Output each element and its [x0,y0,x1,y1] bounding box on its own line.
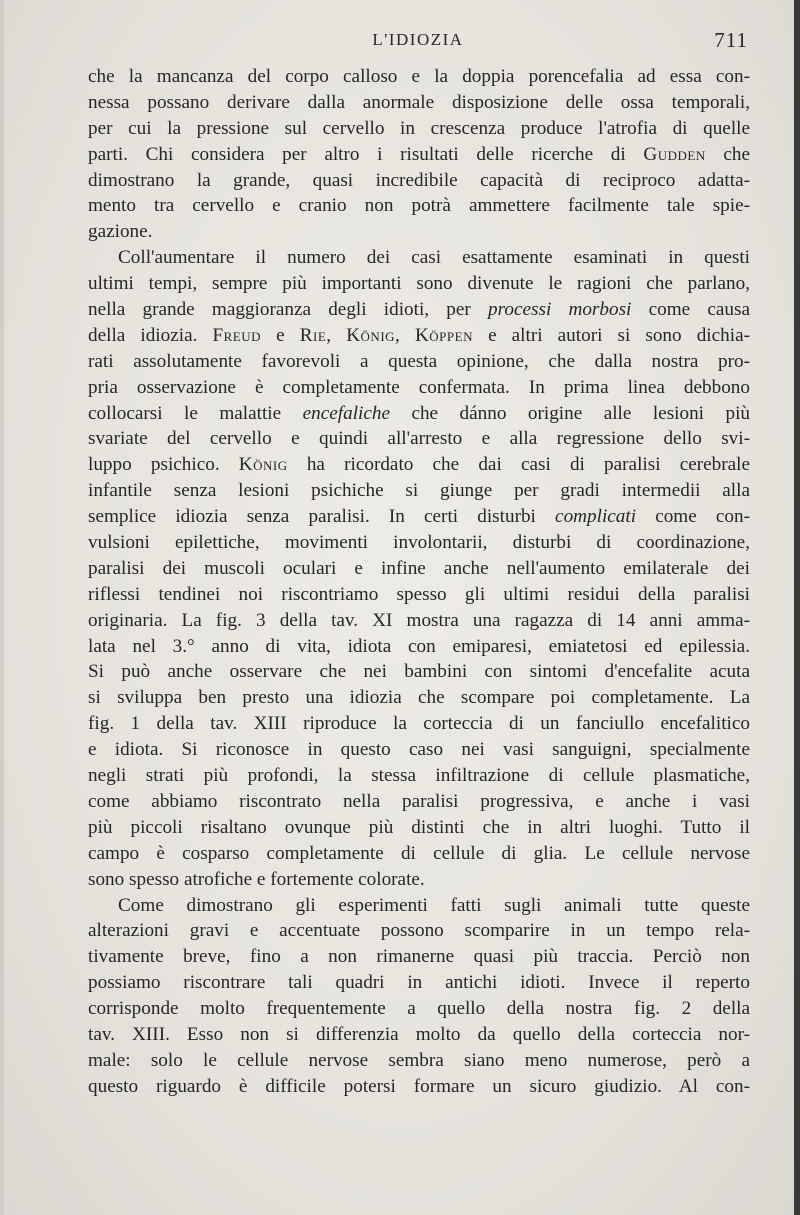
text-line: pria osservazione è completamente confermata. In prima linea debbono [88,376,750,398]
paragraph-1 [88,64,750,245]
text-line: nessa possano derivare dalla anormale disposizione delle ossa temporali, [88,91,750,113]
text-line: e idiota. Si riconosce in questo caso nei vasi sanguigni, specialmente [88,739,750,761]
text-line: gazione. [88,221,153,243]
text-line: ultimi tempi, sempre più importanti sono divenute le ragioni che parlano, [88,273,750,295]
author-name: König [346,324,396,346]
author-name: König [238,454,288,476]
text-line: questo riguardo è difficile potersi formare un sicuro giudizio. Al con- [88,1075,750,1097]
text-line: riflessi tendinei noi riscontriamo spesso gli ultimi residui della paralisi [88,583,750,605]
text-line: infantile senza lesioni psichiche si giunge per gradi intermedii alla [88,480,750,502]
page-header [88,30,748,60]
scan-left-edge [0,0,4,1215]
text-line: Coll'aumentare il numero dei casi esattamente esaminati in questi [118,247,750,269]
text-line: svariate del cervello e quindi all'arresto e alla regressione dello svi- [88,428,750,450]
text-line: campo è cosparso completamente di cellule di glia. Le cellule nervose [88,842,750,864]
text-line: negli strati più profondi, la stessa infiltrazione di cellule plasmatiche, [88,765,750,787]
body-text [88,64,750,1100]
author-name: Köppen [414,324,473,346]
text-line: dimostrano la grande, quasi incredibile capacità di reciproco adatta- [88,169,750,191]
text-line: lata nel 3.° anno di vita, idiota con emiparesi, emiatetosi ed epilessia. [88,635,750,657]
text-line: come abbiamo riscontrato nella paralisi progressiva, e anche i vasi [88,790,750,812]
italic-term: encefaliche [302,402,390,424]
text-line: collocarsi le malattie encefaliche che dánno origine alle lesioni più [88,402,750,424]
author-name: Freud [212,324,262,346]
text-line: semplice idiozia senza paralisi. In certi disturbi complicati come con- [88,506,750,528]
text-line: nella grande maggioranza degli idioti, per processi morbosi come causa [88,299,750,321]
text-line: che la mancanza del corpo calloso e la doppia porencefalia ad essa con- [88,66,750,87]
text-line: per cui la pressione sul cervello in crescenza produce l'atrofia di quelle [88,117,750,139]
text-line: possiamo riscontrare tali quadri in antichi idioti. Invece il reperto [88,972,750,994]
text-line: più piccoli risaltano ovunque più distinti che in altri luoghi. Tutto il [88,816,750,838]
author-name: Rie [299,324,327,346]
text-line: mento tra cervello e cranio non potrà ammettere facilmente tale spie- [88,195,750,217]
italic-term: complicati [555,506,637,528]
author-name: Gudden [643,143,706,165]
text-line: tivamente breve, fino a non rimanerne quasi più traccia. Perciò non [88,946,750,968]
text-line: luppo psichico. König ha ricordato che dai casi di paralisi cerebrale [88,454,750,476]
text-line: originaria. La fig. 3 della tav. XI mostra una ragazza di 14 anni amma- [88,609,750,631]
text-line: Come dimostrano gli esperimenti fatti sugli animali tutte queste [118,894,750,916]
text-line: corrisponde molto frequentemente a quello della nostra fig. 2 della [88,998,750,1020]
text-line: tav. XIII. Esso non si differenzia molto da quello della corteccia nor- [88,1023,750,1045]
page-number: 711 [714,28,748,52]
scan-right-edge [794,0,800,1215]
text-line: male: solo le cellule nervose sembra siano meno numerose, però a [88,1049,750,1071]
text-line: della idiozia. Freud e Rie, König, Köppen e altri autori si sono dichia- [88,324,750,346]
text-line: paralisi dei muscoli oculari e infine anche nell'aumento emilaterale dei [88,557,750,579]
italic-term: processi morbosi [488,299,632,321]
text-line: sono spesso atrofiche e fortemente colorate. [88,868,425,890]
text-line: si sviluppa ben presto una idiozia che scompare poi completamente. La [88,687,750,709]
paragraph-2 [88,245,750,892]
text-line: vulsioni epilettiche, movimenti involontarii, disturbi di coordinazione, [88,532,750,554]
paragraph-3 [88,893,750,1100]
text-line: rati assolutamente favorevoli a questa opinione, che dalla nostra pro- [88,350,750,372]
text-line: Si può anche osservare che nei bambini con sintomi d'encefalite acuta [88,661,750,683]
text-line: fig. 1 della tav. XIII riproduce la corteccia di un fanciullo encefalitico [88,713,750,735]
text-line: alterazioni gravi e accentuate possono scomparire in un tempo rela- [88,920,750,942]
running-title: L'IDIOZIA [372,30,464,49]
text-line: parti. Chi considera per altro i risultati delle ricerche di Gudden che [88,143,750,165]
